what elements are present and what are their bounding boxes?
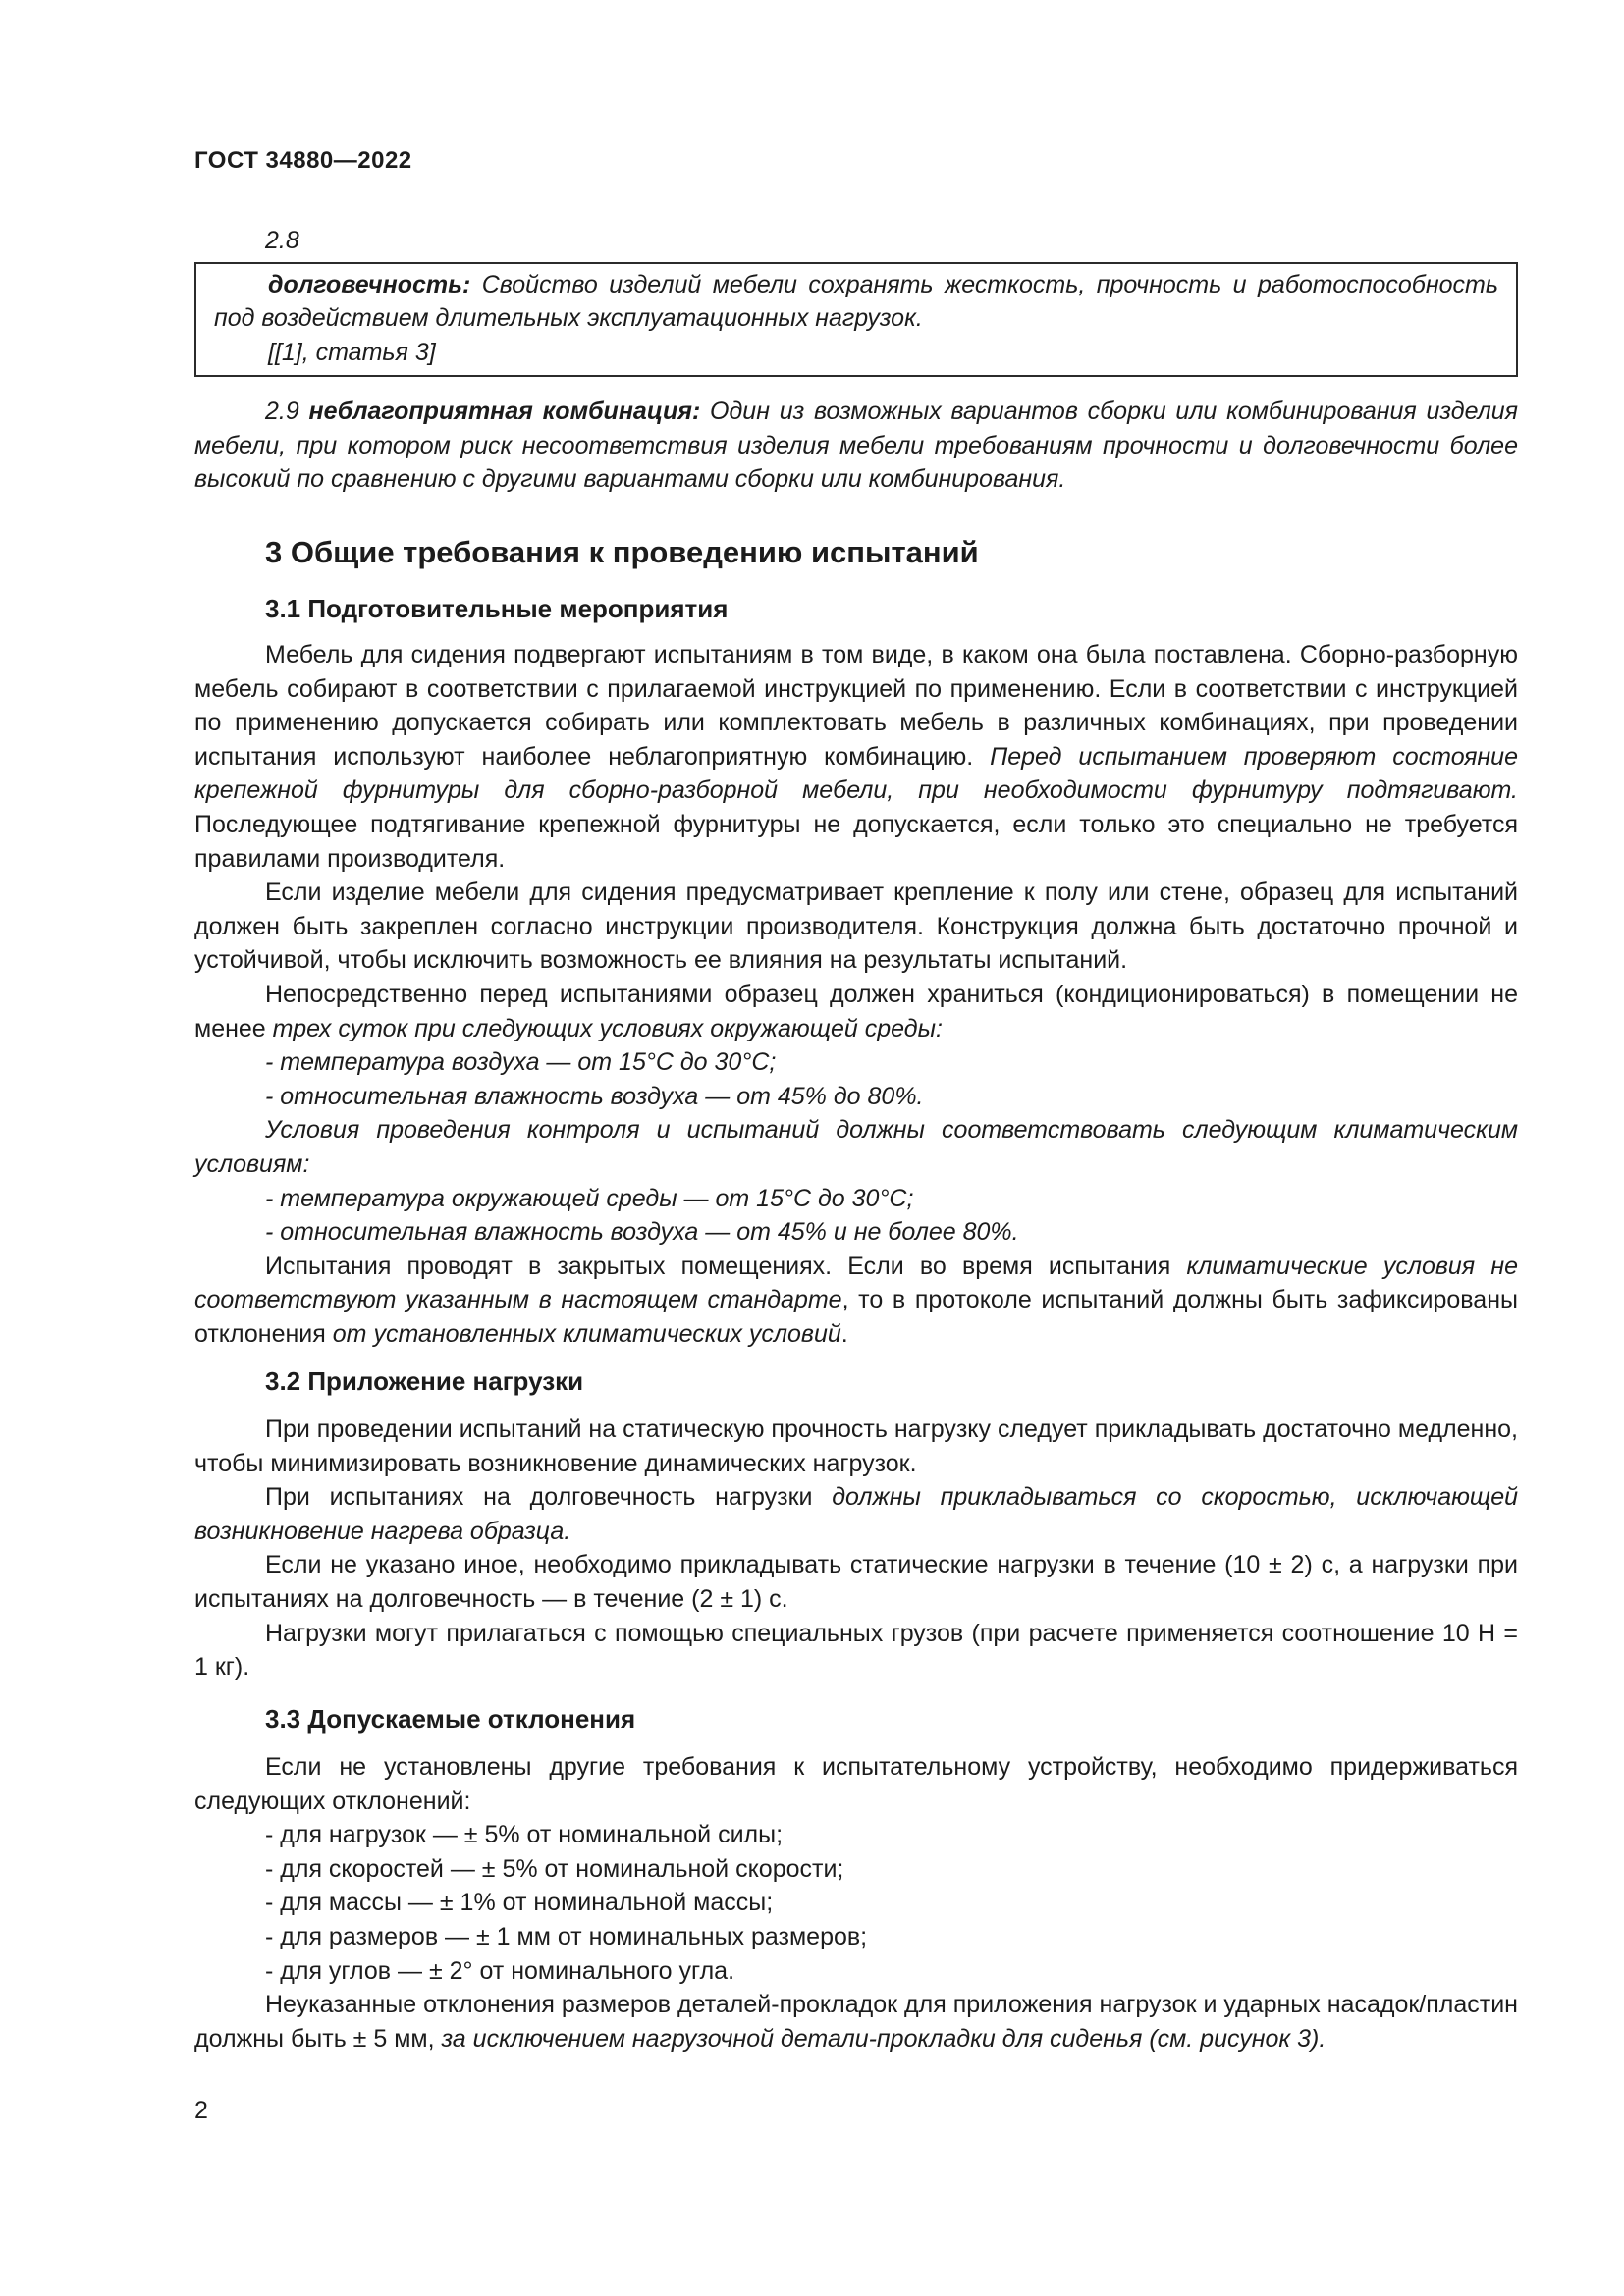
term-2-9-text bbox=[194, 395, 1518, 497]
term-2-9-block bbox=[194, 395, 1518, 497]
term-2-8-block bbox=[194, 224, 1518, 377]
s31-paragraph-1 bbox=[194, 638, 1518, 876]
s33-list-item-2: - для скоростей — ± 5% от номинальной скорости; bbox=[265, 1854, 844, 1883]
section-3-3-title: 3.3 Допускаемые отклонения bbox=[265, 1704, 636, 1734]
s31-p5-d: от установленных климатических условий bbox=[332, 1319, 841, 1348]
s32-paragraph-3: Если не указано иное, необходимо прикладывать статические нагрузки в течение (10 ± 2) с, а нагрузки при испытаниях на долговечность — в течение (2 ± 1) с. bbox=[194, 1551, 1518, 1613]
section-3-1-body bbox=[194, 638, 1518, 1351]
term-2-8-source: [[1], статья 3] bbox=[268, 338, 436, 366]
section-3-2-title: 3.2 Приложение нагрузки bbox=[265, 1366, 584, 1396]
term-2-8-box bbox=[194, 262, 1518, 378]
section-3-2-body bbox=[194, 1413, 1518, 1684]
document-header: ГОСТ 34880—2022 bbox=[194, 147, 412, 174]
term-2-9-definition: Один из возможных вариантов сборки или комбинирования изделия мебели, при котором риск несоответствия изделия мебели требованиям прочности и долговечности более высокий по сравнению с другими вариантами сборки или комбинирования. bbox=[194, 398, 1518, 494]
s32-p2-a: При испытаниях на долговечность нагрузки bbox=[265, 1483, 833, 1512]
section-3-1-title: 3.1 Подготовительные мероприятия bbox=[265, 594, 729, 623]
s32-paragraph-2 bbox=[194, 1480, 1518, 1548]
s33-paragraph-1: Если не установлены другие требования к испытательному устройству, необходимо придерживаться следующих отклонений: bbox=[194, 1753, 1518, 1815]
term-2-9-term: неблагоприятная комбинация: bbox=[308, 398, 701, 425]
s33-p2-a: Неуказанные отклонения размеров деталей-прокладок для приложения нагрузок и ударных насадок/пластин должны быть ± 5 мм, bbox=[194, 1991, 1518, 2053]
s31-p1-b: Перед испытанием проверяют состояние крепежной фурнитуры для сборно-разборной мебели, при необходимости фурнитуру подтягивают. bbox=[194, 742, 1518, 805]
s31-paragraph-5 bbox=[194, 1250, 1518, 1352]
s32-paragraph-1: При проведении испытаний на статическую прочность нагрузку следует прикладывать достаточно медленно, чтобы минимизировать возникновение динамических нагрузок. bbox=[194, 1415, 1518, 1477]
s31-list-item-3: - температура окружающей среды — от 15°С до 30°С; bbox=[265, 1184, 914, 1212]
term-2-8-text bbox=[214, 268, 1498, 336]
s31-list-item-4: - относительная влажность воздуха — от 45% и не более 80%. bbox=[265, 1218, 1019, 1247]
s33-list-item-3: - для массы — ± 1% от номинальной массы; bbox=[265, 1889, 774, 1917]
s33-p2-b: за исключением нагрузочной детали-прокладки для сиденья (см. рисунок 3). bbox=[441, 2024, 1326, 2053]
s31-p1-a: Мебель для сидения подвергают испытаниям в том виде, в каком она была поставлена. Сборно-разборную мебель собирают в соответствии с прилагаемой инструкцией по применению. Если в соответствии с инструкцией по применению допускается собирать или комплектовать мебель в различных комбинациях, при проведении испытания используют наиболее неблагоприятную комбинацию. bbox=[194, 641, 1518, 771]
s31-p5-c: , то в протоколе испытаний должны быть зафиксированы отклонения bbox=[194, 1286, 1518, 1348]
section-3-title: 3 Общие требования к проведению испытаний bbox=[265, 535, 979, 569]
term-2-8-term: долговечность: bbox=[268, 270, 471, 298]
s31-paragraph-4: Условия проведения контроля и испытаний должны соответствовать следующим климатическим условиям: bbox=[194, 1116, 1518, 1178]
page-number: 2 bbox=[194, 2097, 208, 2124]
s33-paragraph-2 bbox=[194, 1988, 1518, 2056]
term-2-8-number: 2.8 bbox=[265, 227, 299, 254]
s33-list-item-4: - для размеров — ± 1 мм от номинальных размеров; bbox=[265, 1922, 868, 1950]
s31-list-item-2: - относительная влажность воздуха — от 45% до 80%. bbox=[265, 1082, 924, 1110]
term-2-9-number: 2.9 bbox=[265, 398, 309, 425]
section-3-3-body bbox=[194, 1750, 1518, 2056]
s31-paragraph-3 bbox=[194, 978, 1518, 1045]
term-2-8-definition: Свойство изделий мебели сохранять жесткость, прочность и работоспособность под воздействием длительных эксплуатационных нагрузок. bbox=[214, 270, 1498, 333]
s32-paragraph-4: Нагрузки могут прилагаться с помощью специальных грузов (при расчете применяется соотношение 10 Н = 1 кг). bbox=[194, 1619, 1518, 1682]
s31-p5-e: . bbox=[840, 1319, 848, 1348]
s33-list-item-1: - для нагрузок — ± 5% от номинальной силы; bbox=[265, 1821, 784, 1849]
s32-p2-b: должны прикладываться со скоростью, исключающей возникновение нагрева образца. bbox=[194, 1483, 1518, 1545]
s31-p5-a: Испытания проводят в закрытых помещениях. Если во время испытания bbox=[265, 1252, 1187, 1280]
s31-list-item-1: - температура воздуха — от 15°С до 30°С; bbox=[265, 1048, 777, 1077]
s31-p3-a: Непосредственно перед испытаниями образец должен храниться (кондиционироваться) в помещении не менее bbox=[194, 980, 1518, 1042]
s31-p5-b: климатические условия не соответствуют указанным в настоящем стандарте bbox=[194, 1252, 1518, 1314]
s31-paragraph-2: Если изделие мебели для сидения предусматривает крепление к полу или стене, образец для испытаний должен быть закреплен согласно инструкции производителя. Конструкция должна быть достаточно прочной и устойчивой, чтобы исключить возможность ее влияния на результаты испытаний. bbox=[194, 879, 1518, 975]
s31-p1-c: Последующее подтягивание крепежной фурнитуры не допускается, если только это специально не требуется правилами производителя. bbox=[194, 810, 1518, 873]
s33-list-item-5: - для углов — ± 2° от номинального угла. bbox=[265, 1956, 735, 1985]
s31-p3-b: трех суток при следующих условиях окружающей среды: bbox=[272, 1014, 943, 1042]
